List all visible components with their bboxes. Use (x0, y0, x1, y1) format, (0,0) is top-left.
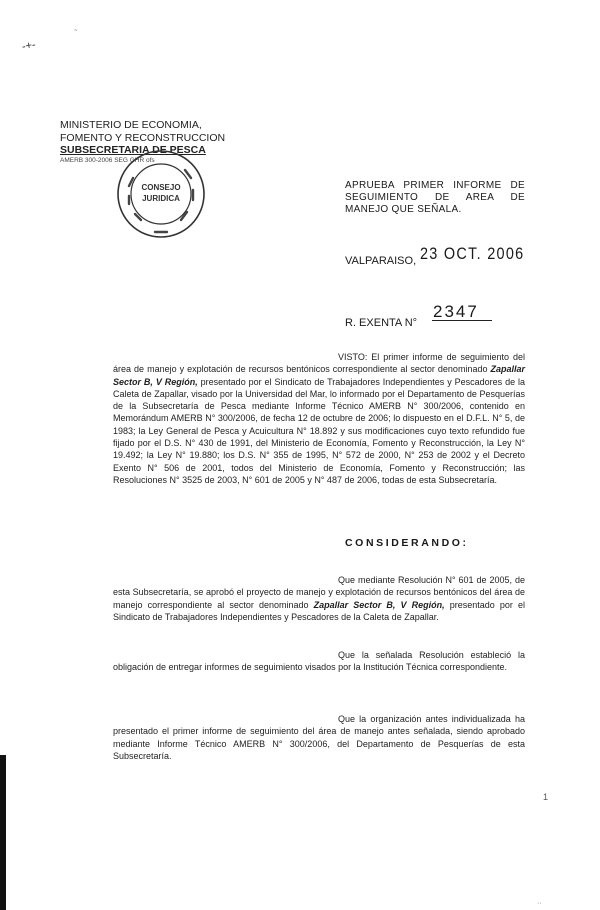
visto-paragraph (113, 351, 525, 486)
visto-text-2: presentado por el Sindicato de Trabajadores Independientes y Pescadores de la Caleta de Zapallar, visado por la Universidad del Mar, lo informado por el Departamento de Pesquerías de la Subsecretaría de Pesca mediante Informe Técnico AMERB N° 300/2006, contenido en Memorándum AMERB N° 300/2006, de fecha 12 de octubre de 2006; lo dispuesto en el D.F.L. N° 5, de 1983; la Ley General de Pesca y Acuicultura N° 18.892 y sus modificaciones cuyo texto refundido fue fijado por el D.S. N° 430 de 1991, del Ministerio de Economía, Fomento y Reconstrucción, la Ley N° 19.492; la Ley N° 19.880; los D.S. N° 355 de 1995, N° 572 de 2000, N° 253 de 2002 y el Decreto Exento N° 506 de 2001, todos del Ministerio de Economía, Fomento y Reconstrucción; las Resoluciones N° 3525 de 2003, N° 601 de 2005 y N° 487 de 2006, todas de esta Subsecretaría. (113, 376, 525, 485)
stamp-center-line-1: CONSEJO (141, 183, 181, 192)
scan-edge-bar (0, 755, 6, 910)
subsecretaria-line: SUBSECRETARIA DE PESCA (60, 144, 206, 156)
visto-label: VISTO: (338, 352, 368, 362)
visto-sector: Zapallar Sector B, V Región, (113, 364, 525, 387)
resolution-number: 2347 (433, 302, 479, 321)
considerando-1-sector: Zapallar Sector B, V Región, (313, 599, 445, 610)
ministry-line-2: FOMENTO Y RECONSTRUCCION (60, 131, 226, 144)
ministry-line-1: MINISTERIO DE ECONOMIA, (60, 119, 202, 131)
visto-text-1: El primer informe de seguimiento del área de manejo y explotación de recursos bentónicos correspondiente al sector denominado (113, 352, 525, 375)
reference-code: AMERB 300-2006 SEG GHR ofs (60, 156, 155, 164)
page-mark: 1 (543, 792, 549, 802)
footer-mark: ·· (537, 900, 542, 907)
considerando-1-text-2: presentado por el Sindicato de Trabajadores Independientes y Pescadores de la Caleta de Zapallar. (113, 599, 525, 622)
corner-handwritten-mark: -+- (21, 38, 37, 54)
resolution-underline (432, 320, 492, 321)
document-date: 23 OCT. 2006 (420, 244, 525, 263)
corner-scribble: ~ (74, 28, 78, 34)
official-stamp-icon (115, 148, 207, 240)
place-label: VALPARAISO, (345, 255, 417, 267)
considerando-heading: CONSIDERANDO: (345, 537, 469, 549)
considerando-paragraph-2: Que la señalada Resolución estableció la obligación de entregar informes de seguimiento visados por la Institución Técnica correspondiente. (113, 650, 525, 673)
stamp-center-line-2: JURIDICA (142, 194, 180, 203)
resolution-label: R. EXENTA N° (345, 317, 418, 329)
considerando-paragraph-3: Que la organización antes individualizada ha presentado el primer informe de seguimiento del área de manejo antes señalada, siendo aprobado mediante Informe Técnico AMERB N° 300/2006, del Departamento de Pesquerías de esta Subsecretaría. (113, 714, 525, 761)
considerando-paragraph-1 (113, 574, 525, 623)
considerando-1-text-1: Que mediante Resolución N° 601 de 2005, de esta Subsecretaría, se aprobó el proyecto de manejo y explotación de recursos bentónicos del área de manejo correspondiente al sector denominado (113, 575, 525, 610)
document-subject: APRUEBA PRIMER INFORME DE SEGUIMIENTO DE AREA DE MANEJO QUE SEÑALA. (345, 180, 525, 215)
